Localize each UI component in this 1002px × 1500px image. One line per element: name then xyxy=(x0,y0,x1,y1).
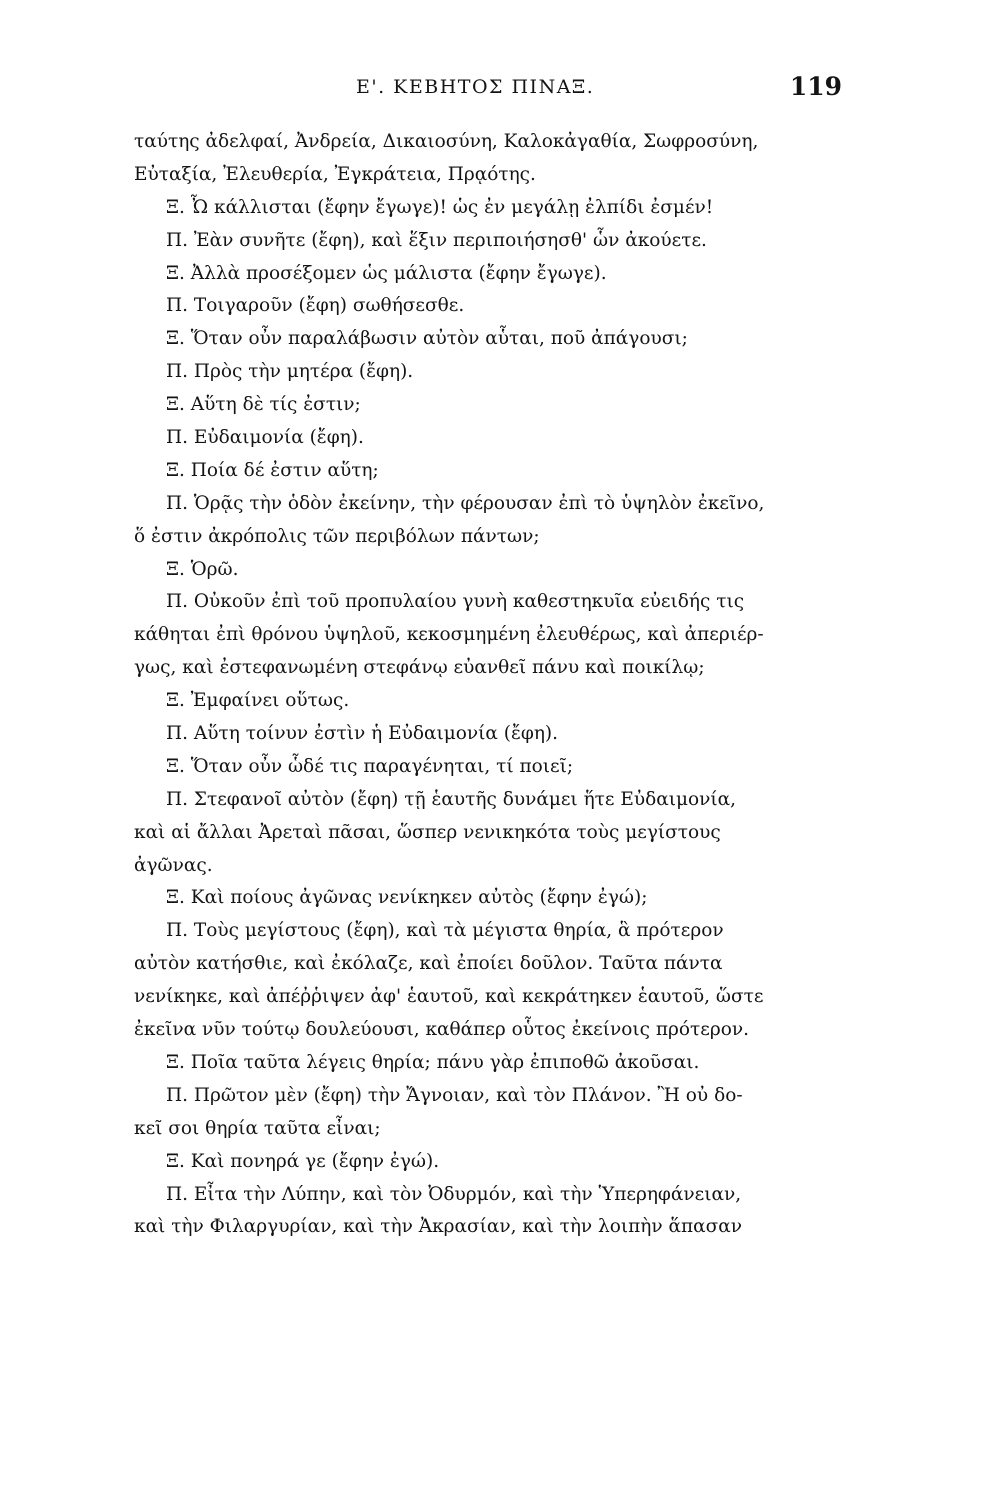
text-line: Π. Ὁρᾷς τὴν ὁδὸν ἐκείνην, τὴν φέρουσαν ἐπὶ τὸ ὑψηλὸν ἐκεῖνο, xyxy=(166,492,765,514)
text-line: Ξ. Ὁρῶ. xyxy=(166,558,239,580)
text-line: Π. Οὐκοῦν ἐπὶ τοῦ προπυλαίου γυνὴ καθεστηκυῖα εὐειδής τις xyxy=(166,591,745,613)
text-line: Π. Αὕτη τοίνυν ἐστὶν ἡ Εὐδαιμονία (ἔφη). xyxy=(166,723,559,745)
body-text xyxy=(134,126,842,1244)
text-line: Π. Εὐδαιμονία (ἔφη). xyxy=(166,427,364,449)
text-line: ἀγῶνας. xyxy=(134,854,213,876)
text-line: Π. Πρὸς τὴν μητέρα (ἔφη). xyxy=(166,361,414,383)
text-line: κάθηται ἐπὶ θρόνου ὑψηλοῦ, κεκοσμημένη ἐλευθέρως, καὶ ἀπεριέρ- xyxy=(134,624,764,646)
text-line: καὶ τὴν Φιλαργυρίαν, καὶ τὴν Ἀκρασίαν, καὶ τὴν λοιπὴν ἅπασαν xyxy=(134,1216,743,1238)
text-line: Ξ. Ὅταν οὖν ὧδέ τις παραγένηται, τί ποιεῖ; xyxy=(166,755,574,777)
text-line: Ξ. Ποία δέ ἐστιν αὕτη; xyxy=(166,459,379,481)
running-title: Ε'. ΚΕΒΗΤΟΣ ΠΙΝΑΞ. xyxy=(356,76,595,98)
text-line: Ξ. Ὅταν οὖν παραλάβωσιν αὐτὸν αὗται, ποῦ ἀπάγουσι; xyxy=(166,328,688,350)
text-line: Π. Τοιγαροῦν (ἔφη) σωθήσεσθε. xyxy=(166,295,465,317)
text-line: Εὐταξία, Ἐλευθερία, Ἐγκράτεια, Πρᾳότης. xyxy=(134,163,536,185)
text-line: νενίκηκε, καὶ ἀπέῤῥιψεν ἀφ' ἑαυτοῦ, καὶ κεκράτηκεν ἑαυτοῦ, ὥστε xyxy=(134,986,764,1008)
text-line: Π. Πρῶτον μὲν (ἔφη) τὴν Ἄγνοιαν, καὶ τὸν Πλάνον. Ἢ οὐ δο- xyxy=(166,1084,743,1106)
text-line: Ξ. Καὶ ποίους ἀγῶνας νενίκηκεν αὐτὸς (ἔφην ἐγώ); xyxy=(166,887,648,909)
text-line: καὶ αἱ ἄλλαι Ἀρεταὶ πᾶσαι, ὥσπερ νενικηκότα τοὺς μεγίστους xyxy=(134,821,721,843)
text-line: Ξ. Αὕτη δὲ τίς ἐστιν; xyxy=(166,394,361,416)
text-line: ἐκεῖνα νῦν τούτῳ δουλεύουσι, καθάπερ οὗτος ἐκείνοις πρότερον. xyxy=(134,1019,750,1041)
page-header xyxy=(130,72,842,106)
text-line: Π. Εἶτα τὴν Λύπην, καὶ τὸν Ὀδυρμόν, καὶ τὴν Ὑπερηφάνειαν, xyxy=(166,1183,742,1205)
text-line: Ξ. Ὦ κάλλισται (ἔφην ἔγωγε)! ὡς ἐν μεγάλῃ ἐλπίδι ἐσμέν! xyxy=(166,196,714,218)
text-line: Ξ. Καὶ πονηρά γε (ἔφην ἐγώ). xyxy=(166,1150,440,1172)
text-line: αὐτὸν κατήσθιε, καὶ ἐκόλαζε, καὶ ἐποίει δοῦλον. Ταῦτα πάντα xyxy=(134,953,723,975)
page-number: 119 xyxy=(789,72,842,101)
text-line: κεῖ σοι θηρία ταῦτα εἶναι; xyxy=(134,1117,381,1139)
text-line: Π. Στεφανοῖ αὐτὸν (ἔφη) τῇ ἑαυτῆς δυνάμει ἥτε Εὐδαιμονία, xyxy=(166,788,737,810)
text-line: Ξ. Ἐμφαίνει οὕτως. xyxy=(166,690,350,712)
text-line: Π. Ἐὰν συνῆτε (ἔφη), καὶ ἕξιν περιποιήσησθ' ὧν ἀκούετε. xyxy=(166,229,707,251)
text-line: ταύτης ἀδελφαί, Ἀνδρεία, Δικαιοσύνη, Καλοκἀγαθία, Σωφροσύνη, xyxy=(134,131,759,152)
text-line: Π. Τοὺς μεγίστους (ἔφη), καὶ τὰ μέγιστα θηρία, ἃ πρότερον xyxy=(166,920,724,942)
text-line: Ξ. Ποῖα ταῦτα λέγεις θηρία; πάνυ γὰρ ἐπιποθῶ ἀκοῦσαι. xyxy=(166,1051,700,1073)
text-line: ὅ ἐστιν ἀκρόπολις τῶν περιβόλων πάντων; xyxy=(134,525,540,547)
text-line: γως, καὶ ἐστεφανωμένη στεφάνῳ εὐανθεῖ πάνυ καὶ ποικίλῳ; xyxy=(134,657,705,679)
text-line: Ξ. Ἀλλὰ προσέξομεν ὡς μάλιστα (ἔφην ἔγωγε). xyxy=(166,262,607,284)
